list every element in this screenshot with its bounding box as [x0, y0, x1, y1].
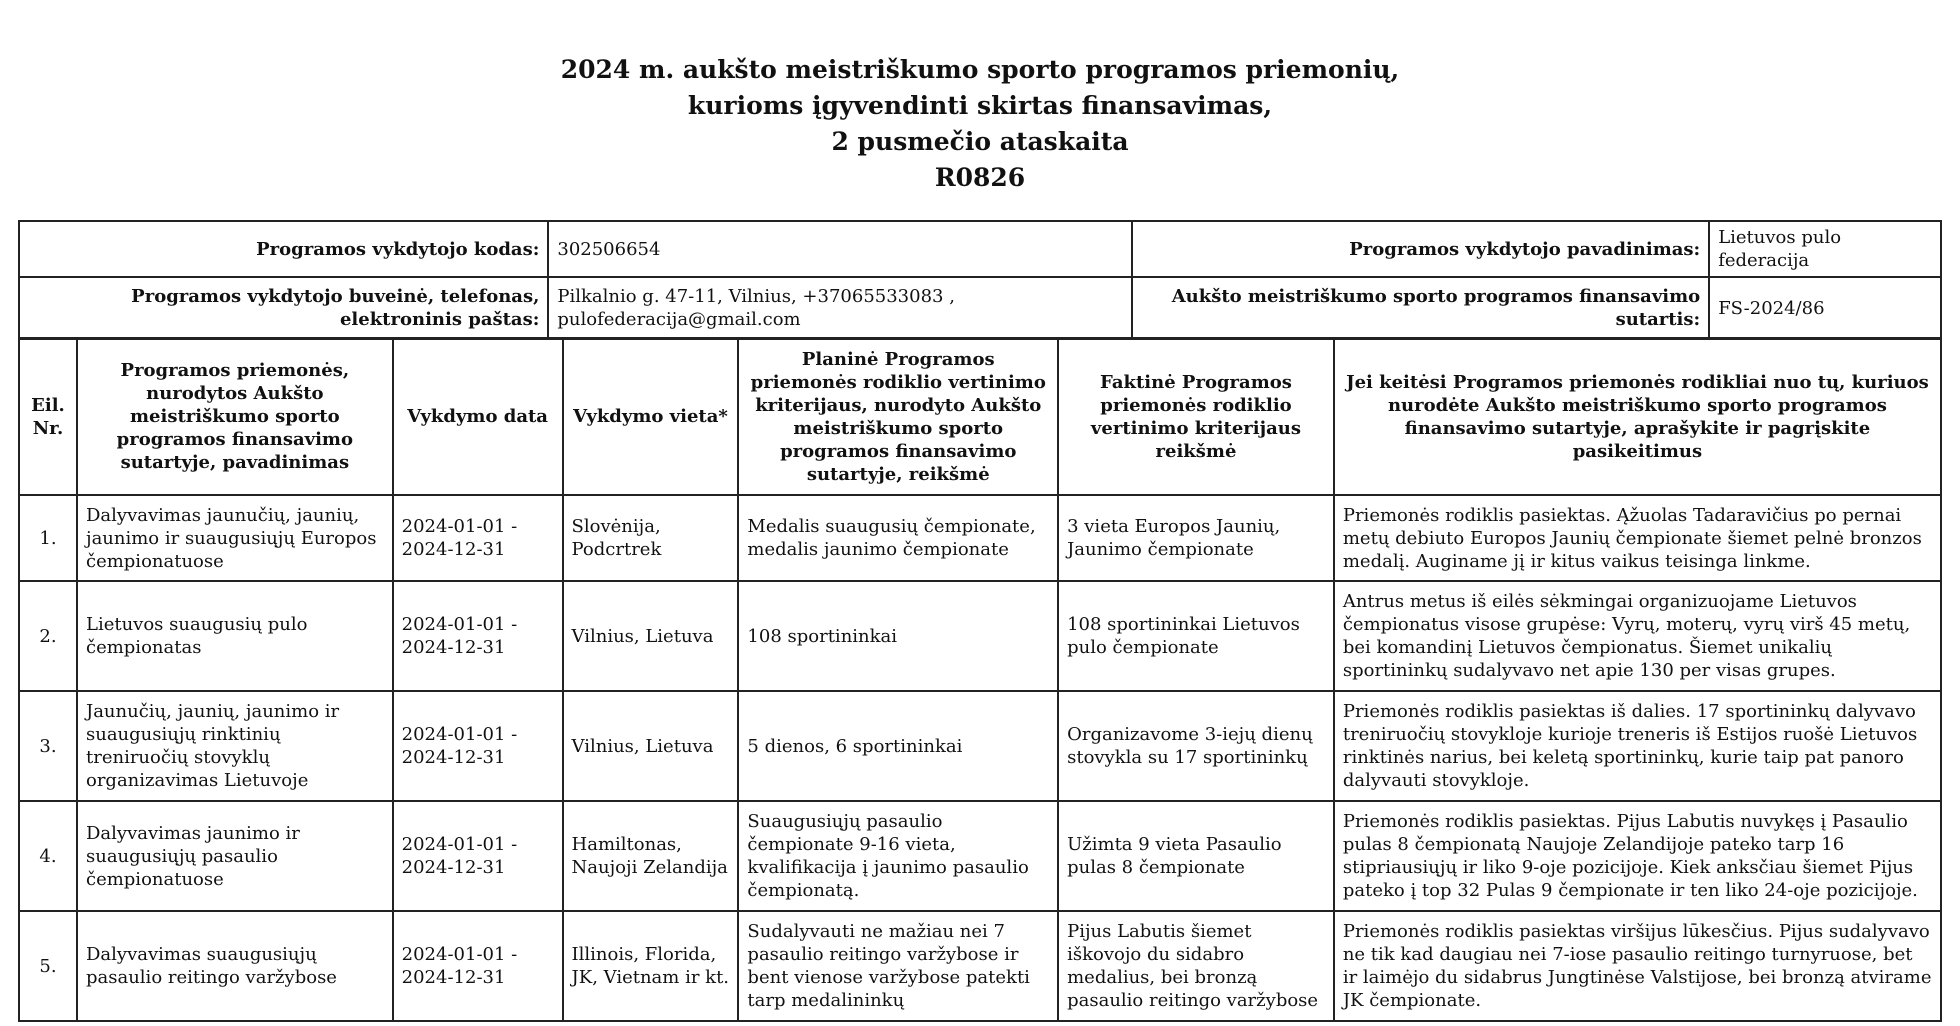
row-planned-value: 5 dienos, 6 sportininkai [738, 691, 1058, 801]
row-actual-value: 108 sportininkai Lietuvos pulo čempionate [1058, 581, 1334, 691]
row-place: Illinois, Florida, JK, Vietnam ir kt. [563, 911, 739, 1021]
row-measure-name: Jaunučių, jaunių, jaunimo ir suaugusiųjų rinktinių treniruočių stovyklų organizavimas Lietuvoje [77, 691, 393, 801]
row-measure-name: Dalyvavimas jaunimo ir suaugusiųjų pasaulio čempionatuose [77, 801, 393, 911]
header-date: Vykdymo data [393, 338, 563, 495]
row-nr: 3. [19, 691, 77, 801]
row-nr: 1. [19, 495, 77, 581]
row-nr: 2. [19, 581, 77, 691]
contract-value: FS-2024/86 [1709, 277, 1941, 339]
table-row [19, 581, 1941, 691]
table-row [19, 801, 1941, 911]
title-line-3: 2 pusmečio ataskaita [831, 127, 1129, 156]
executor-code-label: Programos vykdytojo kodas: [19, 221, 548, 277]
report-code: R0826 [934, 163, 1026, 192]
table-row [19, 691, 1941, 801]
report-title [0, 52, 1960, 196]
row-nr: 5. [19, 911, 77, 1021]
title-line-2: kurioms įgyvendinti skirtas finansavimas, [687, 91, 1273, 120]
row-changes: Priemonės rodiklis pasiektas iš dalies. 17 sportininkų dalyvavo treniruočių stovykloje kurioje treneris iš Estijos ruošė Lietuvos rinktinės narius, bei keletą sportininkų, kurie taip pat panoro dalyvauti stovykloje. [1334, 691, 1941, 801]
executor-info-table [18, 220, 1942, 340]
table-row [19, 911, 1941, 1021]
header-planned-value: Planinė Programos priemonės rodiklio vertinimo kriterijaus, nurodyto Aukšto meistriškumo sporto programos finansavimo sutartyje, reikšmė [738, 338, 1058, 495]
executor-code-value: 302506654 [548, 221, 1131, 277]
header-changes: Jei keitėsi Programos priemonės rodikliai nuo tų, kuriuos nurodėte Aukšto meistriškumo sporto programos finansavimo sutartyje, aprašykite ir pagrįskite pasikeitimus [1334, 338, 1941, 495]
row-measure-name: Dalyvavimas suaugusiųjų pasaulio reitingo varžybose [77, 911, 393, 1021]
row-planned-value: 108 sportininkai [738, 581, 1058, 691]
row-place: Vilnius, Lietuva [563, 581, 739, 691]
header-measure-name: Programos priemonės, nurodytos Aukšto meistriškumo sporto programos finansavimo sutartyje, pavadinimas [77, 338, 393, 495]
contract-label: Aukšto meistriškumo sporto programos finansavimo sutartis: [1132, 277, 1709, 339]
row-place: Vilnius, Lietuva [563, 691, 739, 801]
executor-name-label: Programos vykdytojo pavadinimas: [1132, 221, 1709, 277]
row-place: Slovėnija, Podcrtrek [563, 495, 739, 581]
row-date: 2024-01-01 - 2024-12-31 [393, 581, 563, 691]
row-date: 2024-01-01 - 2024-12-31 [393, 911, 563, 1021]
row-planned-value: Suaugusiųjų pasaulio čempionate 9-16 vieta, kvalifikacija į jaunimo pasaulio čempionatą. [738, 801, 1058, 911]
executor-address-label: Programos vykdytojo buveinė, telefonas, elektroninis paštas: [19, 277, 548, 339]
row-actual-value: 3 vieta Europos Jaunių, Jaunimo čempionate [1058, 495, 1334, 581]
executor-address-value: Pilkalnio g. 47-11, Vilnius, +37065533083 , pulofederacija@gmail.com [548, 277, 1131, 339]
row-nr: 4. [19, 801, 77, 911]
row-actual-value: Pijus Labutis šiemet iškovojo du sidabro medalius, bei bronzą pasaulio reitingo varžybose [1058, 911, 1334, 1021]
row-date: 2024-01-01 - 2024-12-31 [393, 495, 563, 581]
program-measures-table [18, 337, 1942, 1022]
row-actual-value: Organizavome 3-iejų dienų stovykla su 17 sportininkų [1058, 691, 1334, 801]
row-changes: Priemonės rodiklis pasiektas. Pijus Labutis nuvykęs į Pasaulio pulas 8 čempionatą Naujoje Zelandijoje pateko tarp 16 stipriausiųjų ir liko 9-oje pozicijoje. Kiek anksčiau šiemet Pijus pateko į top 32 Pulas 9 čempionate ir ten liko 24-oje pozicijoje. [1334, 801, 1941, 911]
row-changes: Priemonės rodiklis pasiektas viršijus lūkesčius. Pijus sudalyvavo ne tik kad daugiau nei 7-iose pasaulio reitingo turnyruose, bet ir laimėjo du sidabrus Jungtinėse Valstijose, bei bronzą atvirame JK čempionate. [1334, 911, 1941, 1021]
row-planned-value: Medalis suaugusių čempionate, medalis jaunimo čempionate [738, 495, 1058, 581]
executor-name-value: Lietuvos pulo federacija [1709, 221, 1941, 277]
row-changes: Priemonės rodiklis pasiektas. Ąžuolas Tadaravičius po pernai metų debiuto Europos Jaunių čempionate šiemet pelnė bronzos medalį. Auginame jį ir kitus vaikus teisinga linkme. [1334, 495, 1941, 581]
row-changes: Antrus metus iš eilės sėkmingai organizuojame Lietuvos čempionatus visose grupėse: Vyrų, moterų, vyrų virš 45 metų, bei komandinį Lietuvos čempionatus. Šiemet unikalių sportininkų sudalyvavo net apie 130 per visas grupes. [1334, 581, 1941, 691]
row-measure-name: Lietuvos suaugusių pulo čempionatas [77, 581, 393, 691]
row-measure-name: Dalyvavimas jaunučių, jaunių, jaunimo ir suaugusiųjų Europos čempionatuose [77, 495, 393, 581]
row-place: Hamiltonas, Naujoji Zelandija [563, 801, 739, 911]
row-planned-value: Sudalyvauti ne mažiau nei 7 pasaulio reitingo varžybose ir bent vienose varžybose patekti tarp medalininkų [738, 911, 1058, 1021]
table-header-row [19, 338, 1941, 495]
header-nr: Eil. Nr. [19, 338, 77, 495]
header-actual-value: Faktinė Programos priemonės rodiklio vertinimo kriterijaus reikšmė [1058, 338, 1334, 495]
header-place: Vykdymo vieta* [563, 338, 739, 495]
row-date: 2024-01-01 - 2024-12-31 [393, 801, 563, 911]
table-row [19, 495, 1941, 581]
row-actual-value: Užimta 9 vieta Pasaulio pulas 8 čempionate [1058, 801, 1334, 911]
row-date: 2024-01-01 - 2024-12-31 [393, 691, 563, 801]
title-line-1: 2024 m. aukšto meistriškumo sporto programos priemonių, [560, 55, 1400, 84]
